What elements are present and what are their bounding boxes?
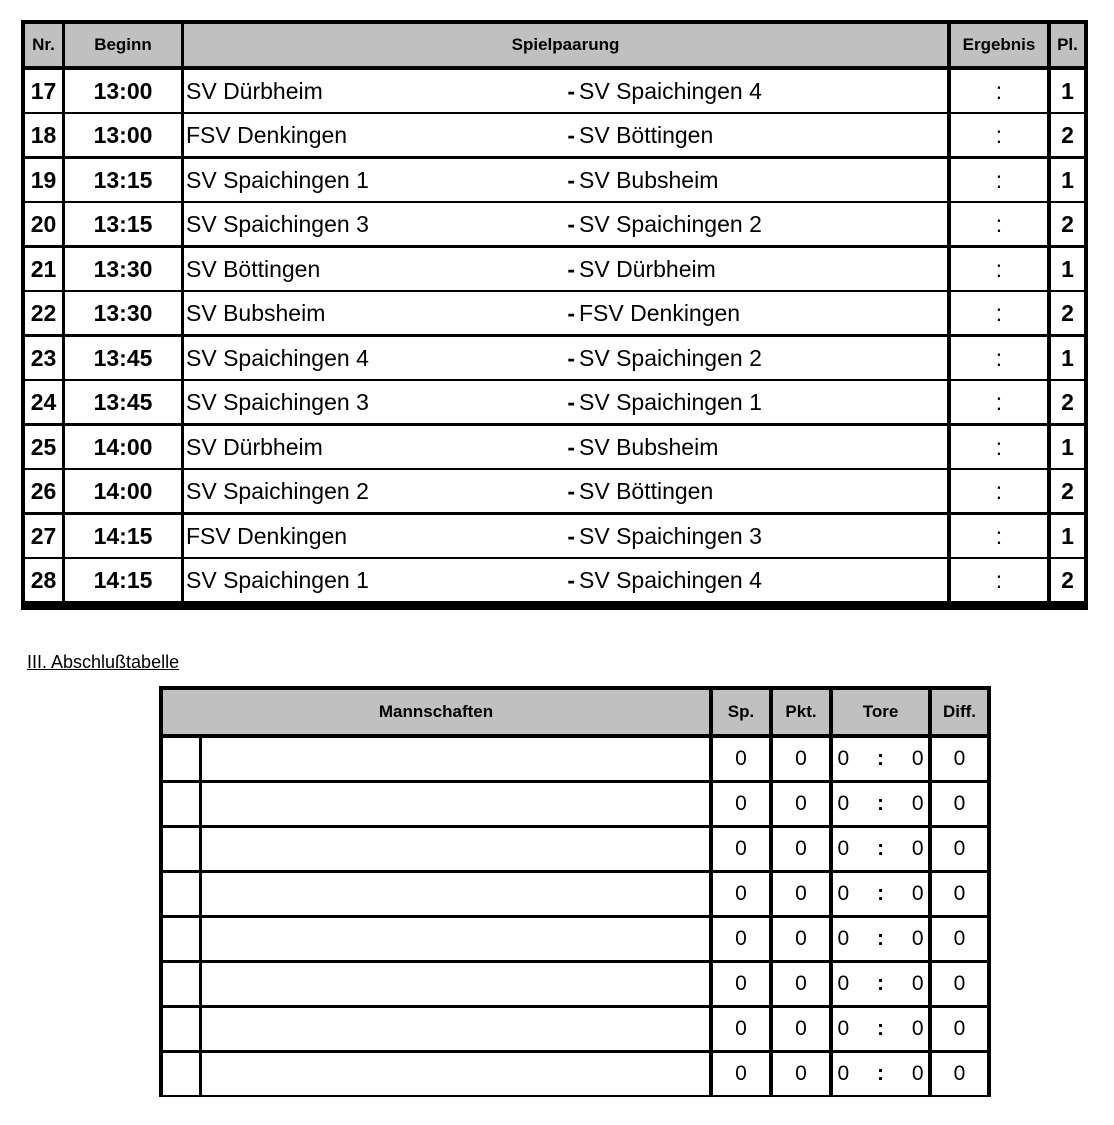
standings-goals <box>838 1017 924 1041</box>
standings-row <box>163 918 987 960</box>
game-nr: 24 <box>25 381 62 423</box>
game-home-team: SV Dürbheim <box>186 77 323 104</box>
game-away: SV Böttingen <box>577 114 947 156</box>
game-away: SV Böttingen <box>577 470 947 512</box>
games-table-header <box>25 24 1084 67</box>
game-home-team: SV Bubsheim <box>186 299 326 326</box>
header-ergebnis: Ergebnis <box>951 24 1047 66</box>
header-tore: Tore <box>833 690 928 734</box>
standings-diff: 0 <box>932 873 987 915</box>
goals-for: 0 <box>837 792 850 815</box>
standings-sp: 0 <box>713 963 769 1005</box>
game-pitch: 1 <box>1051 515 1084 557</box>
game-home <box>184 381 577 423</box>
game-row <box>25 292 1084 334</box>
game-away: SV Spaichingen 1 <box>577 381 947 423</box>
standings-team <box>202 738 709 780</box>
standings-tore <box>833 1008 928 1050</box>
game-home <box>184 470 577 512</box>
game-result: : <box>951 515 1047 557</box>
game-home <box>184 559 577 601</box>
game-pitch: 2 <box>1051 470 1084 512</box>
game-pitch: 2 <box>1051 114 1084 156</box>
game-separator: - <box>567 210 575 237</box>
standings-sp: 0 <box>713 738 769 780</box>
game-home-team: SV Spaichingen 4 <box>186 344 369 371</box>
game-away: SV Spaichingen 2 <box>577 203 947 245</box>
standings-goals <box>838 882 924 906</box>
standings-diff: 0 <box>932 738 987 780</box>
game-separator: - <box>567 522 575 549</box>
standings-goals <box>838 837 924 861</box>
standings-sp: 0 <box>713 1053 769 1095</box>
game-pitch: 1 <box>1051 426 1084 468</box>
game-away: SV Spaichingen 4 <box>577 70 947 112</box>
standings-tore <box>833 783 928 825</box>
standings-pkt: 0 <box>773 873 829 915</box>
game-time: 13:30 <box>65 248 181 290</box>
header-nr: Nr. <box>25 24 62 66</box>
game-row <box>25 70 1084 112</box>
standings-team <box>202 828 709 870</box>
standings-team <box>202 963 709 1005</box>
goals-for: 0 <box>837 972 850 995</box>
standings-sp: 0 <box>713 1008 769 1050</box>
game-result: : <box>951 248 1047 290</box>
game-away: SV Spaichingen 3 <box>577 515 947 557</box>
game-home-team: FSV Denkingen <box>186 121 348 148</box>
game-home <box>184 515 577 557</box>
game-row <box>25 559 1084 601</box>
standings-sp: 0 <box>713 873 769 915</box>
game-row <box>25 159 1084 201</box>
goals-for: 0 <box>837 1062 850 1085</box>
game-row <box>25 426 1084 468</box>
standings-tore <box>833 918 928 960</box>
standings-diff: 0 <box>932 918 987 960</box>
standings-sp: 0 <box>713 828 769 870</box>
game-separator: - <box>567 121 575 148</box>
goals-sep: : <box>877 1017 884 1040</box>
header-beginn: Beginn <box>65 24 181 66</box>
standings-tore <box>833 873 928 915</box>
game-time: 13:45 <box>65 381 181 423</box>
game-nr: 18 <box>25 114 62 156</box>
game-away: SV Spaichingen 2 <box>577 337 947 379</box>
header-mannschaften: Mannschaften <box>163 690 709 734</box>
goals-sep: : <box>877 882 884 905</box>
standings-pkt: 0 <box>773 738 829 780</box>
standings-table <box>159 686 991 1097</box>
game-separator: - <box>567 388 575 415</box>
game-time: 13:15 <box>65 203 181 245</box>
standings-rank <box>163 783 199 825</box>
goals-sep: : <box>877 837 884 860</box>
game-separator: - <box>567 255 575 282</box>
game-result: : <box>951 337 1047 379</box>
game-nr: 23 <box>25 337 62 379</box>
game-pitch: 2 <box>1051 381 1084 423</box>
standings-pkt: 0 <box>773 918 829 960</box>
game-pitch: 1 <box>1051 70 1084 112</box>
standings-tore <box>833 828 928 870</box>
standings-diff: 0 <box>932 783 987 825</box>
goals-for: 0 <box>837 837 850 860</box>
goals-sep: : <box>877 1062 884 1085</box>
game-row <box>25 470 1084 512</box>
standings-sp: 0 <box>713 783 769 825</box>
game-time: 13:00 <box>65 114 181 156</box>
game-home-team: SV Spaichingen 1 <box>186 166 369 193</box>
game-pitch: 2 <box>1051 292 1084 334</box>
game-separator: - <box>567 477 575 504</box>
game-home-team: SV Böttingen <box>186 255 321 282</box>
game-result: : <box>951 159 1047 201</box>
game-result: : <box>951 426 1047 468</box>
section-title: III. Abschlußtabelle <box>27 652 180 672</box>
game-time: 14:15 <box>65 559 181 601</box>
standings-team <box>202 918 709 960</box>
game-nr: 25 <box>25 426 62 468</box>
goals-for: 0 <box>837 747 850 770</box>
standings-row <box>163 1008 987 1050</box>
standings-team <box>202 873 709 915</box>
goals-against: 0 <box>911 747 924 770</box>
game-home-team: FSV Denkingen <box>186 522 348 549</box>
standings-diff: 0 <box>932 1008 987 1050</box>
game-separator: - <box>567 77 575 104</box>
game-away: SV Bubsheim <box>577 426 947 468</box>
game-time: 13:00 <box>65 70 181 112</box>
game-result: : <box>951 203 1047 245</box>
game-home-team: SV Spaichingen 3 <box>186 388 369 415</box>
header-pkt: Pkt. <box>773 690 829 734</box>
game-result: : <box>951 114 1047 156</box>
game-pitch: 1 <box>1051 337 1084 379</box>
game-row <box>25 515 1084 557</box>
game-row <box>25 337 1084 379</box>
standings-goals <box>838 1062 924 1086</box>
goals-sep: : <box>877 792 884 815</box>
standings-row <box>163 828 987 870</box>
game-pitch: 1 <box>1051 248 1084 290</box>
standings-diff: 0 <box>932 963 987 1005</box>
game-home-team: SV Spaichingen 2 <box>186 477 369 504</box>
header-sp: Sp. <box>713 690 769 734</box>
standings-tore <box>833 1053 928 1095</box>
standings-row <box>163 873 987 915</box>
standings-pkt: 0 <box>773 828 829 870</box>
game-home <box>184 337 577 379</box>
game-row <box>25 248 1084 290</box>
standings-pkt: 0 <box>773 1053 829 1095</box>
game-result: : <box>951 70 1047 112</box>
game-home-team: SV Dürbheim <box>186 433 323 460</box>
standings-row <box>163 783 987 825</box>
standings-diff: 0 <box>932 828 987 870</box>
game-away: FSV Denkingen <box>577 292 947 334</box>
goals-against: 0 <box>911 1017 924 1040</box>
goals-for: 0 <box>837 927 850 950</box>
standings-team <box>202 1053 709 1095</box>
game-pitch: 2 <box>1051 203 1084 245</box>
standings-goals <box>838 927 924 951</box>
game-result: : <box>951 470 1047 512</box>
game-nr: 21 <box>25 248 62 290</box>
game-nr: 26 <box>25 470 62 512</box>
standings-pkt: 0 <box>773 963 829 1005</box>
game-time: 14:00 <box>65 426 181 468</box>
goals-for: 0 <box>837 882 850 905</box>
goals-for: 0 <box>837 1017 850 1040</box>
header-spielpaarung: Spielpaarung <box>184 24 947 66</box>
game-separator: - <box>567 566 575 593</box>
game-time: 13:30 <box>65 292 181 334</box>
game-home <box>184 70 577 112</box>
game-time: 13:15 <box>65 159 181 201</box>
standings-sp: 0 <box>713 918 769 960</box>
goals-against: 0 <box>911 837 924 860</box>
game-home <box>184 292 577 334</box>
games-table <box>21 20 1088 610</box>
standings-tore <box>833 963 928 1005</box>
goals-against: 0 <box>911 882 924 905</box>
header-platz: Pl. <box>1051 24 1084 66</box>
standings-rank <box>163 1053 199 1095</box>
game-time: 14:00 <box>65 470 181 512</box>
game-pitch: 2 <box>1051 559 1084 601</box>
goals-against: 0 <box>911 1062 924 1085</box>
game-away: SV Dürbheim <box>577 248 947 290</box>
game-row <box>25 203 1084 245</box>
game-nr: 19 <box>25 159 62 201</box>
goals-sep: : <box>877 927 884 950</box>
goals-against: 0 <box>911 972 924 995</box>
standings-goals <box>838 972 924 996</box>
game-row <box>25 114 1084 156</box>
goals-sep: : <box>877 972 884 995</box>
game-separator: - <box>567 433 575 460</box>
goals-against: 0 <box>911 792 924 815</box>
standings-rank <box>163 1008 199 1050</box>
standings-rank <box>163 738 199 780</box>
standings-goals <box>838 747 924 771</box>
game-home <box>184 114 577 156</box>
standings-rank <box>163 918 199 960</box>
game-nr: 20 <box>25 203 62 245</box>
standings-rank <box>163 963 199 1005</box>
goals-sep: : <box>877 747 884 770</box>
standings-team <box>202 783 709 825</box>
game-time: 13:45 <box>65 337 181 379</box>
game-nr: 22 <box>25 292 62 334</box>
standings-pkt: 0 <box>773 1008 829 1050</box>
game-home-team: SV Spaichingen 3 <box>186 210 369 237</box>
game-away: SV Bubsheim <box>577 159 947 201</box>
game-nr: 27 <box>25 515 62 557</box>
game-home <box>184 203 577 245</box>
game-home <box>184 248 577 290</box>
game-result: : <box>951 559 1047 601</box>
game-pitch: 1 <box>1051 159 1084 201</box>
game-row <box>25 381 1084 423</box>
standings-diff: 0 <box>932 1053 987 1095</box>
standings-rank <box>163 873 199 915</box>
game-time: 14:15 <box>65 515 181 557</box>
game-result: : <box>951 381 1047 423</box>
game-home <box>184 159 577 201</box>
game-nr: 28 <box>25 559 62 601</box>
header-diff: Diff. <box>932 690 987 734</box>
goals-against: 0 <box>911 927 924 950</box>
game-result: : <box>951 292 1047 334</box>
standings-tore <box>833 738 928 780</box>
standings-pkt: 0 <box>773 783 829 825</box>
game-home <box>184 426 577 468</box>
game-separator: - <box>567 299 575 326</box>
game-nr: 17 <box>25 70 62 112</box>
game-away: SV Spaichingen 4 <box>577 559 947 601</box>
standings-rank <box>163 828 199 870</box>
standings-goals <box>838 792 924 816</box>
standings-row <box>163 738 987 780</box>
standings-team <box>202 1008 709 1050</box>
standings-row <box>163 1053 987 1095</box>
game-separator: - <box>567 166 575 193</box>
game-home-team: SV Spaichingen 1 <box>186 566 369 593</box>
standings-row <box>163 963 987 1005</box>
game-separator: - <box>567 344 575 371</box>
